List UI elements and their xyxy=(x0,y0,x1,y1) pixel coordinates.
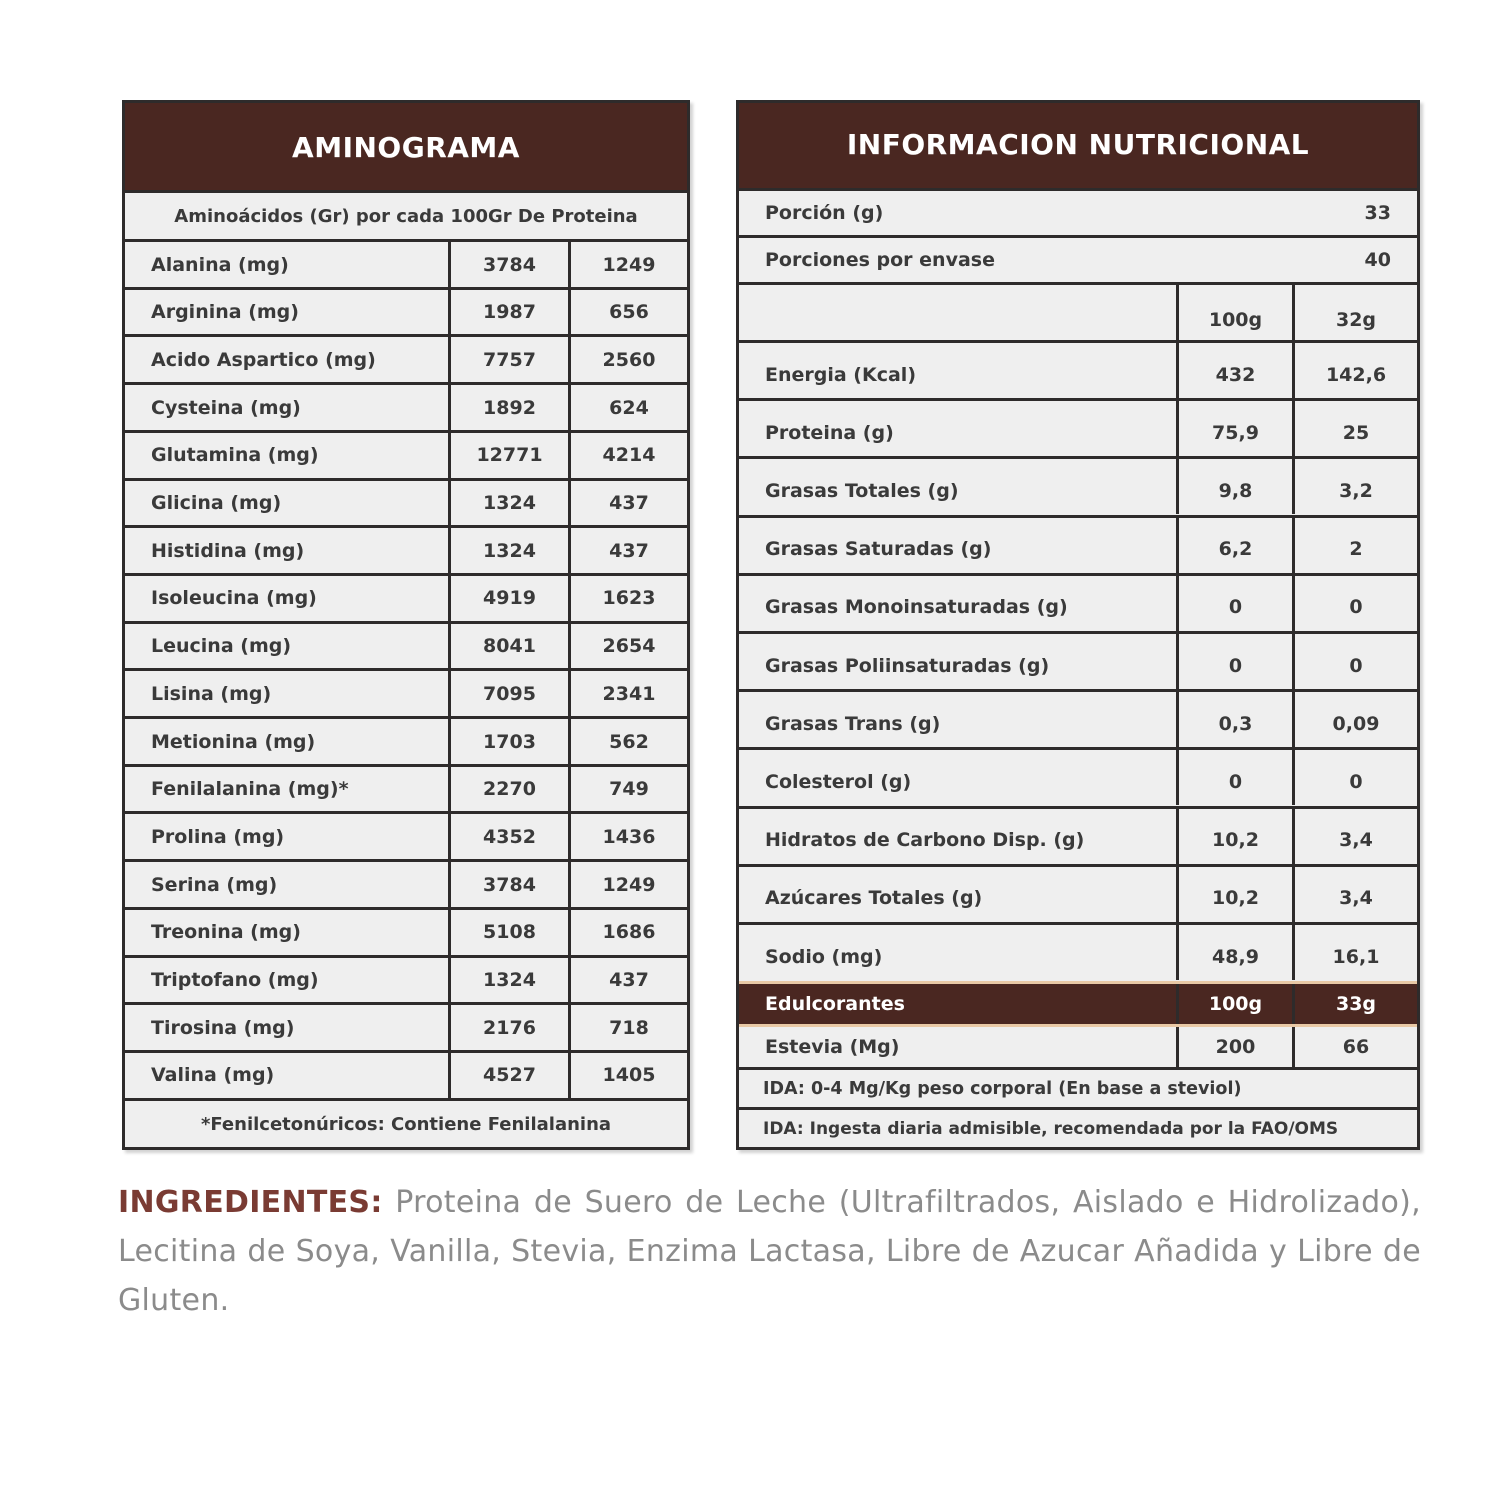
amino-row xyxy=(125,478,687,526)
amino-value-1: 1324 xyxy=(448,528,568,573)
aminograma-footnote: *Fenilcetonúricos: Contiene Fenilalanina xyxy=(200,1113,612,1135)
amino-value-2: 656 xyxy=(568,290,687,335)
amino-value-1: 1703 xyxy=(448,719,568,764)
nutrient-value-32g: 3,2 xyxy=(1292,459,1417,514)
nutrient-name: Grasas Totales (g) xyxy=(765,479,959,502)
amino-value-2: 624 xyxy=(568,385,687,430)
amino-value-1: 3784 xyxy=(448,862,568,907)
amino-row xyxy=(125,382,687,430)
sweeteners-col-100g: 100g xyxy=(1176,984,1292,1024)
amino-name: Histidina (mg) xyxy=(151,539,305,562)
nutrient-value-100g: 0 xyxy=(1176,576,1292,631)
sweeteners-header-row xyxy=(739,981,1417,1024)
amino-name: Treonina (mg) xyxy=(151,921,301,944)
porcion-row xyxy=(739,188,1417,235)
amino-value-1: 4527 xyxy=(448,1053,568,1098)
porciones-row xyxy=(739,235,1417,282)
amino-value-1: 5108 xyxy=(448,910,568,955)
nutrient-value-100g: 6,2 xyxy=(1176,518,1292,573)
nutrient-name: Proteina (g) xyxy=(765,421,894,444)
ida-definition-row xyxy=(739,1107,1417,1147)
amino-value-2: 1249 xyxy=(568,862,687,907)
nutrient-value-100g: 48,9 xyxy=(1176,925,1292,980)
amino-row xyxy=(125,430,687,478)
nutrient-name: Azúcares Totales (g) xyxy=(765,887,983,910)
amino-row xyxy=(125,287,687,335)
amino-value-2: 437 xyxy=(568,481,687,526)
porciones-value: 40 xyxy=(1364,249,1391,271)
amino-value-1: 1987 xyxy=(448,290,568,335)
amino-row xyxy=(125,764,687,812)
nutrient-value-100g: 10,2 xyxy=(1176,867,1292,922)
amino-name: Alanina (mg) xyxy=(151,253,289,276)
amino-row xyxy=(125,955,687,1003)
amino-row xyxy=(125,811,687,859)
amino-value-2: 718 xyxy=(568,1005,687,1050)
nutrition-column-header xyxy=(739,282,1417,340)
nutrient-value-32g: 2 xyxy=(1292,518,1417,573)
amino-value-2: 437 xyxy=(568,958,687,1003)
amino-name: Arginina (mg) xyxy=(151,301,299,324)
nutrient-name: Grasas Trans (g) xyxy=(765,712,941,735)
stevia-row xyxy=(739,1024,1417,1067)
amino-value-2: 437 xyxy=(568,528,687,573)
amino-value-1: 12771 xyxy=(448,433,568,478)
amino-name: Tirosina (mg) xyxy=(151,1016,295,1039)
nutrient-value-100g: 9,8 xyxy=(1176,459,1292,514)
amino-value-1: 3784 xyxy=(448,242,568,287)
nutrient-value-32g: 3,4 xyxy=(1292,809,1417,864)
nutrition-row xyxy=(739,689,1417,747)
amino-value-2: 1623 xyxy=(568,576,687,621)
amino-value-2: 1686 xyxy=(568,910,687,955)
amino-row xyxy=(125,334,687,382)
amino-value-1: 2270 xyxy=(448,767,568,812)
nutrition-table xyxy=(736,100,1420,1150)
amino-name: Triptofano (mg) xyxy=(151,969,319,991)
amino-value-2: 1249 xyxy=(568,242,687,287)
nutrient-value-100g: 0 xyxy=(1176,750,1292,805)
nutrition-row xyxy=(739,864,1417,922)
sweeteners-col-33g: 33g xyxy=(1292,984,1417,1024)
amino-value-1: 4919 xyxy=(448,576,568,621)
stevia-value-33g: 66 xyxy=(1292,1027,1417,1067)
amino-name: Metionina (mg) xyxy=(151,730,316,753)
amino-name: Prolina (mg) xyxy=(151,825,285,848)
col-header-32g: 32g xyxy=(1292,285,1417,340)
nutrient-value-32g: 0 xyxy=(1292,576,1417,631)
nutrient-name: Colesterol (g) xyxy=(765,770,912,793)
nutrition-row xyxy=(739,631,1417,689)
amino-row xyxy=(125,239,687,287)
amino-name: Fenilalanina (mg)* xyxy=(151,778,349,801)
amino-value-1: 2176 xyxy=(448,1005,568,1050)
nutrient-value-32g: 16,1 xyxy=(1292,925,1417,980)
nutrient-value-100g: 75,9 xyxy=(1176,401,1292,456)
amino-row xyxy=(125,859,687,907)
nutrient-value-32g: 3,4 xyxy=(1292,867,1417,922)
amino-value-2: 1436 xyxy=(568,814,687,859)
nutrient-name: Grasas Poliinsaturadas (g) xyxy=(765,654,1050,677)
amino-value-2: 2654 xyxy=(568,624,687,669)
nutrient-value-32g: 0,09 xyxy=(1292,692,1417,747)
ida-definition: IDA: Ingesta diaria admisible, recomendada por la FAO/OMS xyxy=(763,1118,1339,1139)
nutrient-value-100g: 0 xyxy=(1176,634,1292,689)
nutrient-value-32g: 0 xyxy=(1292,634,1417,689)
nutrition-row xyxy=(739,573,1417,631)
nutrient-value-100g: 10,2 xyxy=(1176,809,1292,864)
amino-name: Lisina (mg) xyxy=(151,682,272,705)
nutrition-row xyxy=(739,398,1417,456)
amino-row xyxy=(125,1002,687,1050)
porcion-label: Porción (g) xyxy=(765,202,884,224)
nutrient-value-100g: 0,3 xyxy=(1176,692,1292,747)
amino-name: Glicina (mg) xyxy=(151,492,282,514)
aminograma-subtitle: Aminoácidos (Gr) por cada 100Gr De Proteina xyxy=(174,205,638,227)
nutrient-name: Grasas Saturadas (g) xyxy=(765,538,992,561)
porcion-value: 33 xyxy=(1364,202,1391,224)
amino-value-1: 7757 xyxy=(448,337,568,382)
amino-value-1: 1324 xyxy=(448,481,568,526)
porciones-label: Porciones por envase xyxy=(765,249,995,271)
nutrient-name: Energia (Kcal) xyxy=(765,363,916,386)
amino-row xyxy=(125,668,687,716)
amino-row xyxy=(125,1050,687,1098)
amino-row xyxy=(125,621,687,669)
amino-row xyxy=(125,525,687,573)
amino-value-1: 1892 xyxy=(448,385,568,430)
nutrition-row xyxy=(739,806,1417,864)
amino-name: Cysteina (mg) xyxy=(151,396,301,419)
amino-name: Leucina (mg) xyxy=(151,635,292,658)
nutrient-value-32g: 142,6 xyxy=(1292,343,1417,398)
aminograma-table xyxy=(122,100,690,1150)
stevia-value-100g: 200 xyxy=(1176,1027,1292,1067)
amino-name: Glutamina (mg) xyxy=(151,444,319,467)
aminograma-title: AMINOGRAMA xyxy=(125,103,687,190)
amino-name: Acido Aspartico (mg) xyxy=(151,348,376,371)
stevia-label: Estevia (Mg) xyxy=(765,1036,900,1058)
nutrition-row xyxy=(739,747,1417,805)
nutrient-name: Grasas Monoinsaturadas (g) xyxy=(765,596,1068,619)
amino-value-2: 749 xyxy=(568,767,687,812)
aminograma-footnote-row xyxy=(125,1098,687,1147)
ingredients-paragraph xyxy=(118,1178,1421,1325)
amino-value-1: 4352 xyxy=(448,814,568,859)
nutrition-row xyxy=(739,515,1417,573)
ida-note-row xyxy=(739,1067,1417,1107)
amino-value-1: 1324 xyxy=(448,958,568,1003)
nutrient-name: Sodio (mg) xyxy=(765,945,883,968)
nutrient-name: Hidratos de Carbono Disp. (g) xyxy=(765,829,1085,852)
aminograma-subtitle-row xyxy=(125,190,687,239)
nutrient-value-32g: 25 xyxy=(1292,401,1417,456)
nutrition-row xyxy=(739,922,1417,980)
nutrient-value-100g: 432 xyxy=(1176,343,1292,398)
amino-value-2: 2560 xyxy=(568,337,687,382)
amino-row xyxy=(125,573,687,621)
col-header-100g: 100g xyxy=(1176,285,1292,340)
amino-value-1: 8041 xyxy=(448,624,568,669)
amino-name: Isoleucina (mg) xyxy=(151,587,317,610)
sweeteners-label: Edulcorantes xyxy=(765,993,905,1015)
nutrition-title: INFORMACION NUTRICIONAL xyxy=(739,103,1417,188)
amino-row xyxy=(125,716,687,764)
amino-value-2: 4214 xyxy=(568,433,687,478)
ida-note: IDA: 0-4 Mg/Kg peso corporal (En base a steviol) xyxy=(763,1078,1242,1099)
nutrient-value-32g: 0 xyxy=(1292,750,1417,805)
amino-row xyxy=(125,907,687,955)
amino-name: Valina (mg) xyxy=(151,1064,275,1087)
amino-name: Serina (mg) xyxy=(151,873,278,896)
ingredients-label: INGREDIENTES: xyxy=(118,1185,383,1220)
nutrition-row xyxy=(739,340,1417,398)
amino-value-2: 1405 xyxy=(568,1053,687,1098)
amino-value-1: 7095 xyxy=(448,671,568,716)
nutrition-row xyxy=(739,456,1417,514)
ingredients-text: Proteina de Suero de Leche (Ultrafiltrados, Aislado e Hidrolizado), Lecitina de Soya, Vanilla, Stevia, Enzima Lactasa, Libre de Azucar Añadida y Libre de Gluten. xyxy=(118,1185,1421,1318)
amino-value-2: 2341 xyxy=(568,671,687,716)
amino-value-2: 562 xyxy=(568,719,687,764)
